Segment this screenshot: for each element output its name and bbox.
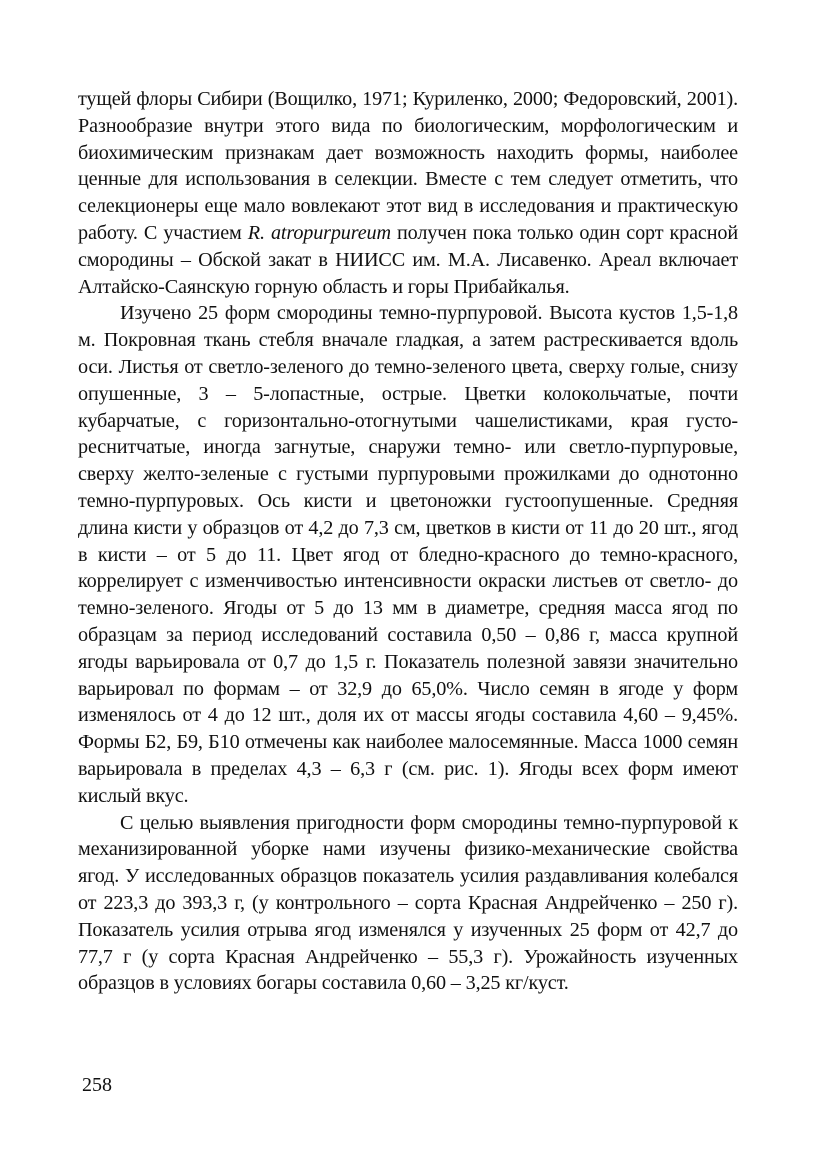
page-number: 258 (82, 1074, 112, 1096)
paragraph-1-end: получен пока только один сорт красной смородины – Обской закат в НИИСС им. М.А. Лисавенко. Ареал включает Алтайско-Саянскую горную область и горы Прибайкалья. (78, 221, 738, 298)
paragraph-3: С целью выявления пригодности форм смородины темно-пурпуровой к механизированной уборке нами изучены физико-механические свойства ягод. У исследованных образцов показатель усилия раздавливания колебался от 223,3 до 393,3 г, (у контрольного – сорта Красная Андрейченко – 250 г). Показатель усилия отрыва ягод изменялся у изученных 25 форм от 42,7 до 77,7 г (у сорта Красная Андрейченко – 55,3 г). Урожайность изученных образцов в условиях богары составила 0,60 – 3,25 кг/куст. (78, 811, 738, 995)
page-body (78, 86, 738, 997)
species-name: R. atropurpureum (247, 221, 391, 244)
paragraph-1 (78, 86, 738, 300)
paragraph-2: Изучено 25 форм смородины темно-пурпуровой. Высота кустов 1,5-1,8 м. Покровная ткань стебля вначале гладкая, а затем растрескивается вдоль оси. Листья от светло-зеленого до темно-зеленого цвета, сверху голые, снизу опушенные, 3 – 5-лопастные, острые. Цветки колокольчатые, почти кубарчатые, с горизонтально-отогнутыми чашелистиками, края густо-реснитчатые, иногда загнутые, снаружи темно- или светло-пурпуровые, сверху желто-зеленые с густыми пурпуровыми прожилками до однотонно темно-пурпуровых. Ось кисти и цветоножки густоопушенные. Средняя длина кисти у образцов от 4,2 до 7,3 см, цветков в кисти от 11 до 20 шт., ягод в кисти – от 5 до 11. Цвет ягод от бледно-красного до темно-красного, коррелирует с изменчивостью интенсивности окраски листьев от светло- до темно-зеленого. Ягоды от 5 до 13 мм в диаметре, средняя масса ягод по образцам за период исследований составила 0,50 – 0,86 г, масса крупной ягоды варьировала от 0,7 до 1,5 г. Показатель полезной завязи значительно варьировал по формам – от 32,9 до 65,0%. Число семян в ягоде у форм изменялось от 4 до 12 шт., доля их от массы ягоды составила 4,60 – 9,45%. Формы Б2, Б9, Б10 отмечены как наиболее малосемянные. Масса 1000 семян варьировала в пределах 4,3 – 6,3 г (см. рис. 1). Ягоды всех форм имеют кислый вкус. (78, 302, 738, 807)
paragraph-1-start: тущей флоры Сибири (Вощилко, 1971; Куриленко, 2000; Федоровский, 2001). Разнообразие внутри этого вида по биологическим, морфологическим и биохимическим признакам дает возможность находить формы, наиболее ценные для использования в селекции. Вместе с тем следует отметить, что селекционеры еще мало вовлекают этот вид в исследования и практическую работу. С участием (78, 88, 738, 244)
